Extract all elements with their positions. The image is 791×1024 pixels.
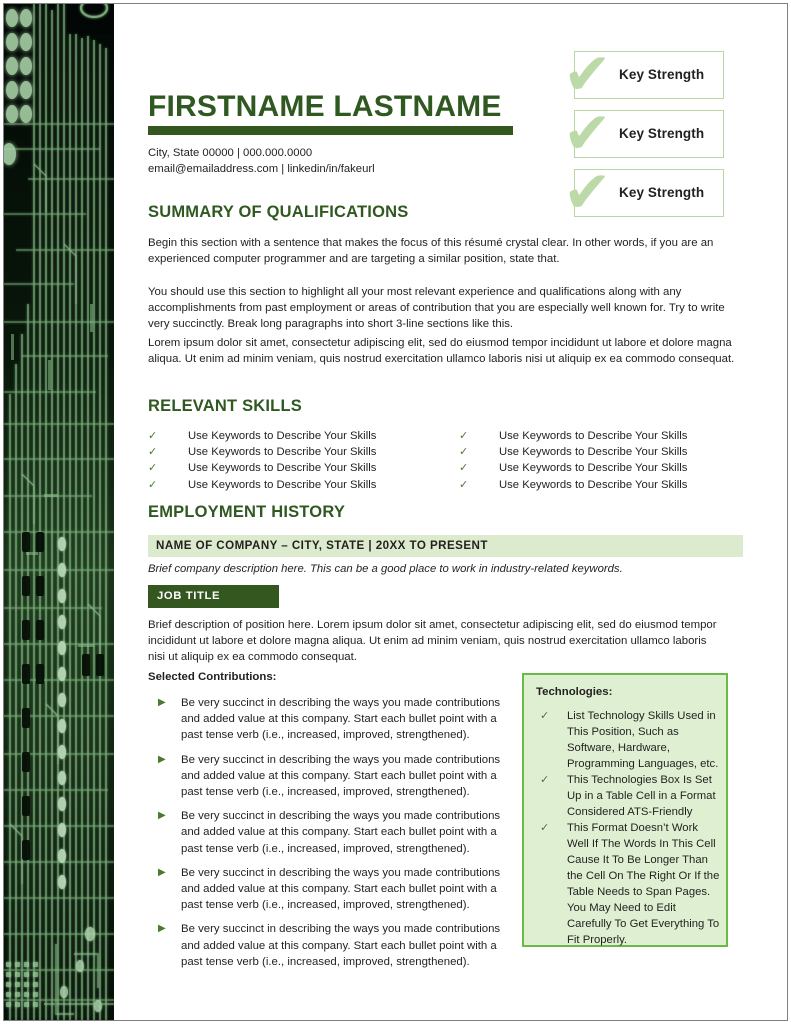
skill-item <box>459 428 759 444</box>
triangle-bullet-icon: ▶ <box>158 810 166 822</box>
check-icon: ✓ <box>148 429 158 442</box>
check-icon: ✓ <box>540 709 550 722</box>
contribution-item <box>148 695 518 744</box>
contact-line-2: email@emailaddress.com | linkedin/in/fakeurl <box>148 162 375 175</box>
skill-label: Use Keywords to Describe Your Skills <box>499 462 688 475</box>
check-icon: ✓ <box>540 821 550 834</box>
name-underline-rule <box>148 126 513 135</box>
company-description: Brief company description here. This can be a good place to work in industry-related keywords. <box>148 563 623 575</box>
section-heading-summary: SUMMARY OF QUALIFICATIONS <box>148 203 409 221</box>
key-strength-box-1[interactable] <box>563 40 724 108</box>
relevant-skills-right-column <box>459 428 759 493</box>
relevant-skills-left-column <box>148 428 448 493</box>
contribution-item <box>148 752 518 801</box>
skill-label: Use Keywords to Describe Your Skills <box>188 462 377 475</box>
triangle-bullet-icon: ▶ <box>158 866 166 878</box>
skill-item <box>148 444 448 460</box>
job-title-text: JOB TITLE <box>157 590 221 602</box>
skill-item <box>459 460 759 476</box>
check-icon: ✓ <box>540 773 550 786</box>
contribution-text: Be very succinct in describing the ways you made contributions and added value at this company. Start each bullet point with a past tense verb (i.e., increased, improved, strengthened). <box>181 697 501 742</box>
skill-label: Use Keywords to Describe Your Skills <box>499 430 688 442</box>
contribution-text: Be very succinct in describing the ways you made contributions and added value at this company. Start each bullet point with a past tense verb (i.e., increased, improved, strengthened). <box>181 753 501 799</box>
key-strength-label: Key Strength <box>619 67 705 82</box>
skill-label: Use Keywords to Describe Your Skills <box>188 430 377 442</box>
key-strength-box-3[interactable] <box>563 158 724 226</box>
contact-info <box>148 146 375 177</box>
technology-item <box>536 772 722 820</box>
summary-paragraph-3: Lorem ipsum dolor sit amet, consectetur adipiscing elit, sed do eiusmod tempor incididunt ut labore et dolore magna aliqua. Ut enim ad minim veniam, quis nostrud exercitation ullamco laboris nisi ut aliquip ex ea commodo consequat. <box>148 337 735 366</box>
summary-paragraph-2: You should use this section to highlight all your most relevant experience and qualifications along with any accomplishments from past employment or areas of contribution that you are especially well known for. Try to write very succinctly. Break long paragraphs into short 3-line sections like this. <box>148 286 725 331</box>
technology-item <box>536 708 722 772</box>
section-heading-relevant-skills: RELEVANT SKILLS <box>148 397 302 415</box>
checkmark-icon: ✔ <box>563 40 612 108</box>
contribution-text: Be very succinct in describing the ways you made contributions and added value at this company. Start each bullet point with a past tense verb (i.e., increased, improved, strengthened). <box>181 923 501 968</box>
technologies-list <box>536 708 722 948</box>
circuit-board-sidebar-image <box>4 4 114 1020</box>
contribution-text: Be very succinct in describing the ways you made contributions and added value at this company. Start each bullet point with a past tense verb (i.e., increased, improved, strengthened). <box>181 810 501 855</box>
selected-contributions-list <box>148 695 518 978</box>
skill-item <box>459 444 759 460</box>
contribution-item <box>148 921 518 970</box>
check-icon: ✓ <box>148 461 158 475</box>
company-header-bar <box>148 535 743 557</box>
key-strength-label: Key Strength <box>619 126 705 141</box>
technology-text: This Technologies Box Is Set Up in a Table Cell in a Format Considered ATS-Friendly <box>567 774 716 818</box>
resume-content <box>114 0 791 1024</box>
triangle-bullet-icon: ▶ <box>158 753 166 765</box>
company-header-text: NAME OF COMPANY – CITY, STATE | 20XX TO PRESENT <box>156 539 488 552</box>
checkmark-icon: ✔ <box>563 158 612 226</box>
contribution-item <box>148 808 518 857</box>
contact-line-1: City, State 00000 | 000.000.0000 <box>148 147 313 159</box>
triangle-bullet-icon: ▶ <box>158 923 166 935</box>
key-strength-box-2[interactable] <box>563 99 724 167</box>
check-icon: ✓ <box>148 477 158 491</box>
triangle-bullet-icon: ▶ <box>158 697 166 708</box>
skill-item <box>148 428 448 444</box>
key-strength-label: Key Strength <box>619 185 705 200</box>
selected-contributions-label: Selected Contributions: <box>148 671 277 683</box>
contribution-text: Be very succinct in describing the ways you made contributions and added value at this company. Start each bullet point with a past tense verb (i.e., increased, improved, strengthened). <box>181 866 501 912</box>
technologies-title: Technologies: <box>536 686 613 698</box>
technologies-box <box>522 673 728 947</box>
skill-item <box>148 477 448 493</box>
check-icon: ✓ <box>148 445 158 459</box>
check-icon: ✓ <box>459 461 469 475</box>
section-heading-employment-history: EMPLOYMENT HISTORY <box>148 503 346 521</box>
skill-label: Use Keywords to Describe Your Skills <box>188 478 377 491</box>
check-icon: ✓ <box>459 477 469 491</box>
technology-item <box>536 820 722 948</box>
technology-text: This Format Doesn’t Work Well If The Words In This Cell Cause It To Be Longer Than the Cell On The Right Or If the Table Needs to Span Pages. You May Need to Edit Carefully To Get Everything To Fit Properly. <box>567 822 720 946</box>
check-icon: ✓ <box>459 429 469 442</box>
skill-label: Use Keywords to Describe Your Skills <box>499 478 688 491</box>
technology-text: List Technology Skills Used in This Position, Such as Software, Hardware, Programming Languages, etc. <box>567 710 719 770</box>
job-title-badge <box>148 585 279 608</box>
skill-item <box>459 477 759 493</box>
skill-label: Use Keywords to Describe Your Skills <box>188 446 377 459</box>
checkmark-icon: ✔ <box>563 99 612 167</box>
skill-label: Use Keywords to Describe Your Skills <box>499 446 688 459</box>
summary-paragraph-1: Begin this section with a sentence that makes the focus of this résumé crystal clear. In other words, if you are an experienced computer programmer and are targeting a similar position, state that. <box>148 237 714 266</box>
check-icon: ✓ <box>459 445 469 459</box>
job-description: Brief description of position here. Lorem ipsum dolor sit amet, consectetur adipiscing elit, sed do eiusmod tempor incididunt ut labore et dolore magna aliqua. Ut enim ad minim veniam, quis nostrud exercitation ullamco laboris nisi ut aliquip ex ea commodo consequat. <box>148 619 717 664</box>
contribution-item <box>148 865 518 914</box>
skill-item <box>148 460 448 476</box>
candidate-name: FIRSTNAME LASTNAME <box>148 90 502 123</box>
